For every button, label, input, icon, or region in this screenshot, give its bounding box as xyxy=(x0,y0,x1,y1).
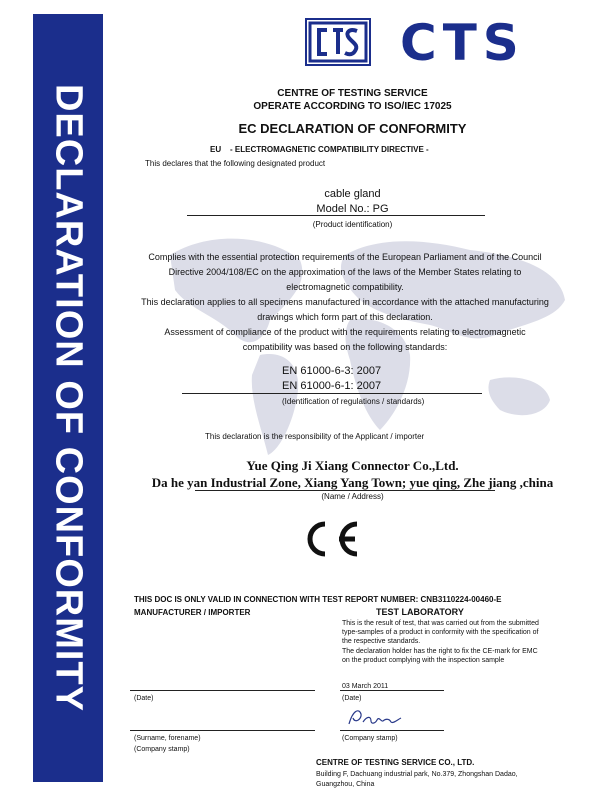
lab-organization: CENTRE OF TESTING SERVICE CO., LTD. xyxy=(316,758,475,767)
standards-underline xyxy=(182,393,482,394)
applicant-caption: (Name / Address) xyxy=(321,492,384,501)
declares-text: This declares that the following designated product xyxy=(145,159,326,168)
manufacturer-date-label: (Date) xyxy=(134,695,154,702)
manufacturer-heading: MANUFACTURER / IMPORTER xyxy=(134,608,251,617)
applicant-underline xyxy=(195,490,495,491)
header-line-2: OPERATE ACCORDING TO ISO/IEC 17025 xyxy=(253,101,452,112)
product-caption: (Product identification) xyxy=(312,220,393,229)
lab-stamp-label: (Company stamp) xyxy=(342,735,398,742)
compliance-paragraph-1: Complies with the essential protection requirements of the European Parliament and of the Council Directive 2004/108/EC on the approximation of the laws of the Member States relating to electromagnetic compatibility. xyxy=(148,252,542,292)
lab-date-line xyxy=(340,690,444,691)
manufacturer-date-line xyxy=(130,690,315,691)
standard-item: EN 61000-6-1: 2007 xyxy=(282,380,382,392)
signature-icon xyxy=(345,706,405,728)
ce-mark-icon xyxy=(295,519,365,559)
product-name: cable gland xyxy=(324,188,381,200)
validity-statement: THIS DOC IS ONLY VALID IN CONNECTION WITH TEST REPORT NUMBER: CNB3110224-00460-E xyxy=(134,595,502,604)
sidebar-banner xyxy=(33,14,103,782)
compliance-paragraph-2: This declaration applies to all specimens manufactured in accordance with the attached manufacturing drawings which form part of this declaration. xyxy=(141,297,549,322)
lab-date-label: (Date) xyxy=(342,695,362,702)
manufacturer-name-line xyxy=(130,730,315,731)
lab-heading: TEST LABORATORY xyxy=(376,607,464,617)
lab-text-1: This is the result of test, that was carried out from the submitted type-samples of a product in conformity with the specification of the respective standards. xyxy=(342,620,539,645)
sidebar-title: DECLARATION OF CONFORMITY xyxy=(47,83,90,713)
responsibility-text: This declaration is the responsibility of the Applicant / importer xyxy=(205,432,425,441)
cts-logo-icon xyxy=(305,18,371,66)
applicant-name: Yue Qing Ji Xiang Connector Co.,Ltd. xyxy=(246,458,459,473)
lab-text-2: The declaration holder has the right to fix the CE-mark for EMC on the product complying with the inspection sample xyxy=(342,648,538,664)
lab-address-2: Guangzhou, China xyxy=(316,781,375,788)
standard-item: EN 61000-6-3: 2007 xyxy=(282,365,382,377)
brand-name: CTS xyxy=(400,14,525,72)
manufacturer-name-label: (Surname, forename) xyxy=(134,735,201,742)
lab-date: 03 March 2011 xyxy=(342,683,389,690)
header-line-1: CENTRE OF TESTING SERVICE xyxy=(277,88,428,99)
product-underline xyxy=(187,215,485,216)
compliance-paragraph-3: Assessment of compliance of the product with the requirements relating to electromagnetic compatibility was based on the following standards: xyxy=(164,327,526,352)
lab-signature-line xyxy=(340,730,444,731)
manufacturer-stamp-label: (Company stamp) xyxy=(134,746,190,753)
document-title: EC DECLARATION OF CONFORMITY xyxy=(238,121,467,136)
standards-caption: (Identification of regulations / standards) xyxy=(282,397,425,406)
applicant-address: Da he yan Industrial Zone, Xiang Yang Town; yue qing, Zhe jiang ,china xyxy=(151,475,554,490)
product-model: Model No.: PG xyxy=(316,203,389,215)
lab-address-1: Building F, Dachuang industrial park, No.379, Zhongshan Dadao, xyxy=(316,771,518,778)
directive-line: EU - ELECTROMAGNETIC COMPATIBILITY DIRECTIVE - xyxy=(210,145,429,154)
